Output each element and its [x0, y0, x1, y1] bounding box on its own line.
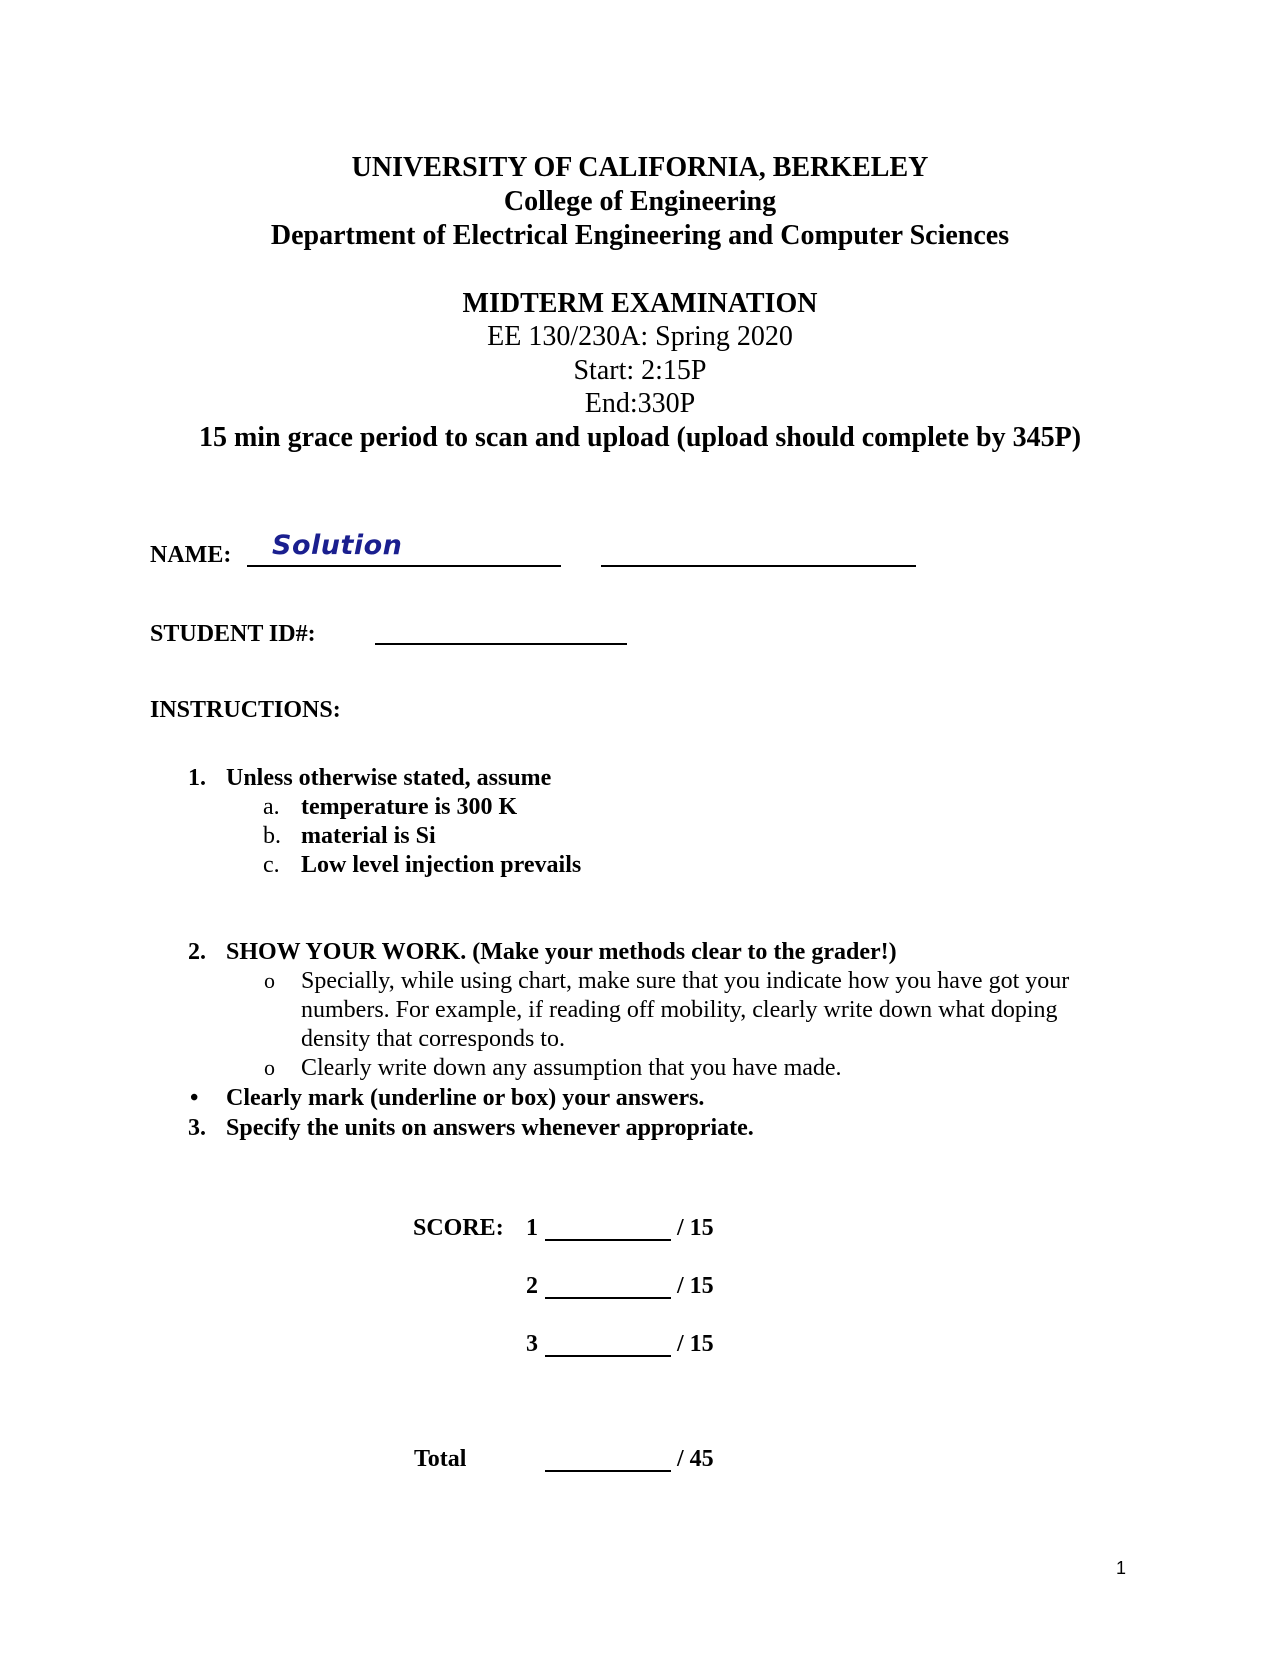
instructions-heading: INSTRUCTIONS: [150, 697, 341, 723]
name-line-second[interactable] [601, 565, 916, 567]
item-2-sub1-line2: numbers. For example, if reading off mobility, clearly write down what doping [301, 997, 1058, 1023]
start-time: Start: 2:15P [573, 355, 707, 386]
name-label: NAME: [150, 542, 232, 568]
item-2-sub1-line1: Specially, while using chart, make sure that you indicate how you have got your [301, 968, 1070, 994]
item-1a-text: temperature is 300 K [301, 794, 518, 820]
item-1c-marker: c. [263, 852, 280, 878]
item-2-sub1-line3: density that corresponds to. [301, 1026, 565, 1052]
item-2-sub2-line1: Clearly write down any assumption that you have made. [301, 1055, 842, 1081]
score-row-1-line[interactable] [545, 1239, 671, 1241]
score-row-3-line[interactable] [545, 1355, 671, 1357]
bullet-marker: • [190, 1085, 199, 1111]
exam-title: MIDTERM EXAMINATION [462, 288, 818, 319]
item-1-marker: 1. [188, 765, 206, 791]
item-2-marker: 2. [188, 939, 206, 965]
grace-period-note: 15 min grace period to scan and upload (upload should complete by 345P) [198, 422, 1082, 453]
total-max: / 45 [677, 1446, 714, 1472]
item-1-text: Unless otherwise stated, assume [226, 765, 552, 791]
item-1a-marker: a. [263, 794, 280, 820]
score-row-2-max: / 15 [677, 1273, 714, 1299]
student-id-label: STUDENT ID#: [150, 621, 316, 647]
total-label: Total [414, 1446, 467, 1472]
university-name: UNIVERSITY OF CALIFORNIA, BERKELEY [351, 152, 929, 183]
score-label: SCORE: [413, 1215, 504, 1241]
total-line[interactable] [545, 1470, 671, 1472]
score-row-1-max: / 15 [677, 1215, 714, 1241]
name-line-first[interactable] [247, 565, 561, 567]
end-time: End:330P [584, 388, 696, 419]
college-name: College of Engineering [503, 186, 777, 217]
item-2-text: SHOW YOUR WORK. (Make your methods clear to the grader!) [226, 939, 897, 965]
item-3-marker: 3. [188, 1115, 206, 1141]
item-2-sub2-marker: o [264, 1055, 275, 1080]
course-line: EE 130/230A: Spring 2020 [487, 321, 793, 352]
name-handwritten-value: Solution [272, 530, 403, 561]
item-1b-marker: b. [263, 823, 281, 849]
score-row-2-num: 2 [526, 1273, 538, 1299]
item-1c-text: Low level injection prevails [301, 852, 582, 878]
item-2-sub1-marker: o [264, 968, 275, 993]
score-row-3-num: 3 [526, 1331, 538, 1357]
score-row-1-num: 1 [526, 1215, 538, 1241]
student-id-line[interactable] [375, 643, 627, 645]
department-name: Department of Electrical Engineering and Computer Sciences [270, 220, 1010, 251]
bullet-text: Clearly mark (underline or box) your answers. [226, 1085, 705, 1111]
score-row-2-line[interactable] [545, 1297, 671, 1299]
score-row-3-max: / 15 [677, 1331, 714, 1357]
page-number: 1 [1116, 1558, 1127, 1578]
item-1b-text: material is Si [301, 823, 436, 849]
item-3-text: Specify the units on answers whenever appropriate. [226, 1115, 754, 1141]
